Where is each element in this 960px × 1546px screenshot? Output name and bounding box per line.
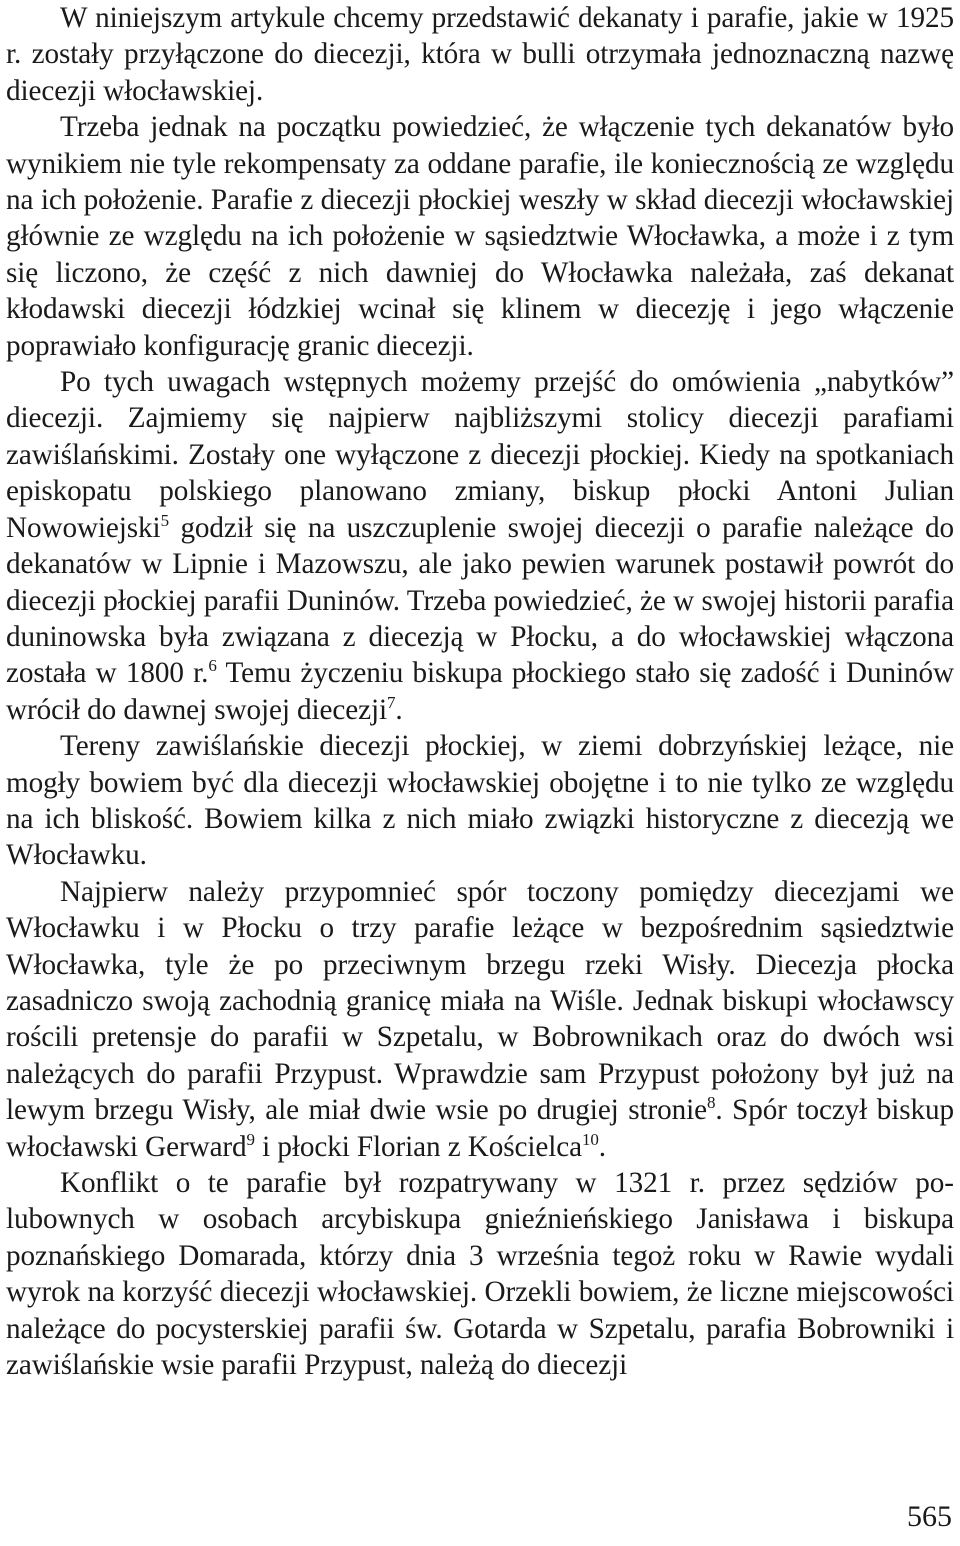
paragraph-text: W niniejszym artykule chcemy przedstawić dekanaty i parafie, jakie w 1925 r. zostały przyłączone do diecezji, która w bulli otrzymała jednoznaczną nazwę diecezji włocławskiej. <box>6 2 954 107</box>
paragraph-text: . <box>395 693 403 726</box>
footnote-reference: 8 <box>706 1093 716 1113</box>
paragraph-2 <box>6 109 954 364</box>
document-body <box>6 0 954 1383</box>
paragraph-text: i płocki Florian z Kościelca <box>254 1130 582 1163</box>
footnote-reference: 7 <box>386 692 396 712</box>
paragraph-text: Trzeba jednak na początku powiedzieć, że włączenie tych dekanatów było wynikiem nie tyle rekompensaty za oddane parafie, ile koniecznością ze względu na ich położenie. Parafie z diecezji płockiej weszły w skład diecezji włocławskiej głównie ze względu na ich położenie w sąsiedztwie Włocławka, a może i z tym się liczono, że część z nich dawniej do Włocławka należała, zaś dekanat kłodawski diecezji łódzkiej wcinał się klinem w diecezję i jego włączenie poprawiało konfigurację granic diecezji. <box>6 111 954 362</box>
paragraph-text: . Spór toczył biskup włocławski Gerward <box>6 1094 954 1163</box>
paragraph-text: godził się na uszczuplenie swojej diecezji o parafie należące do dekanatów w Lipnie i Mazowszu, ale jako pewien warunek postawił powrót do diecezji płockiej parafii Duninów. Trzeba powiedzieć, że w swojej historii parafia duninowska była związana z diecezją w Płocku, a do włocławskiej włączona została w 1800 r. <box>6 511 954 690</box>
paragraph-6 <box>6 1165 954 1383</box>
footnote-reference: 9 <box>246 1129 255 1149</box>
paragraph-text: Najpierw należy przypomnieć spór toczony pomiędzy diecezjami we Włocławku i w Płocku o trzy parafie leżące w bezpośrednim sąsiedztwie Włocławka, tyle że po przeciwnym brzegu rzeki Wisły. Diecezja płocka zasadniczo swoją zachodnią granicę miała na Wiśle. Jednak biskupi włocławscy rościli pretensje do parafii w Szpetalu, w Bobrownikach oraz do dwóch wsi należących do parafii Przypust. Wprawdzie sam Przypust położony był już na lewym brzegu Wisły, ale miał dwie wsie po drugiej stronie <box>6 875 954 1127</box>
footnote-reference: 6 <box>208 656 217 676</box>
paragraph-text: Temu życzeniu biskupa płockiego stało się zadość i Duninów wrócił do dawnej swojej diecezji <box>6 657 954 726</box>
page-number: 565 <box>907 1500 952 1533</box>
footnote-reference: 5 <box>160 510 169 530</box>
footnote-reference: 10 <box>581 1129 599 1149</box>
paragraph-text: Tereny zawiślańskie diecezji płockiej, w ziemi dobrzyńskiej leżące, nie mogły bowiem być dla diecezji włocławskiej obojętne i to nie tylko ze względu na ich bliskość. Bowiem kilka z nich miało związki historyczne z diecezją we Włocławku. <box>6 730 954 872</box>
paragraph-1 <box>6 0 954 109</box>
paragraph-4 <box>6 728 954 874</box>
paragraph-5 <box>6 874 954 1165</box>
paragraph-text: Po tych uwagach wstępnych możemy przejść do omówienia „nabytków” diecezji. Zajmiemy się najpierw najbliższymi stolicy diecezji parafiami zawiślańskimi. Zostały one wyłączone z diecezji płockiej. Kiedy na spotkaniach episkopatu polskiego planowano zmiany, biskup płocki Antoni Julian Nowowiejski <box>6 366 954 544</box>
paragraph-text: . <box>598 1130 606 1163</box>
paragraph-text: Konflikt o te parafie był rozpatrywany w 1321 r. przez sędziów polubownych w osobach arcybiskupa gnieźnieńskiego Janisława i biskupa poznańskiego Domarada, którzy dnia 3 września tegoż roku w Rawie wydali wyrok na korzyść diecezji włocławskiej. Orzekli bowiem, że liczne miejscowości należące do pocysterskiej parafii św. Gotarda w Szpetalu, parafia Bobrowniki i zawiślańskie wsie parafii Przypust, należą do diecezji <box>6 1167 954 1382</box>
paragraph-3 <box>6 364 954 728</box>
